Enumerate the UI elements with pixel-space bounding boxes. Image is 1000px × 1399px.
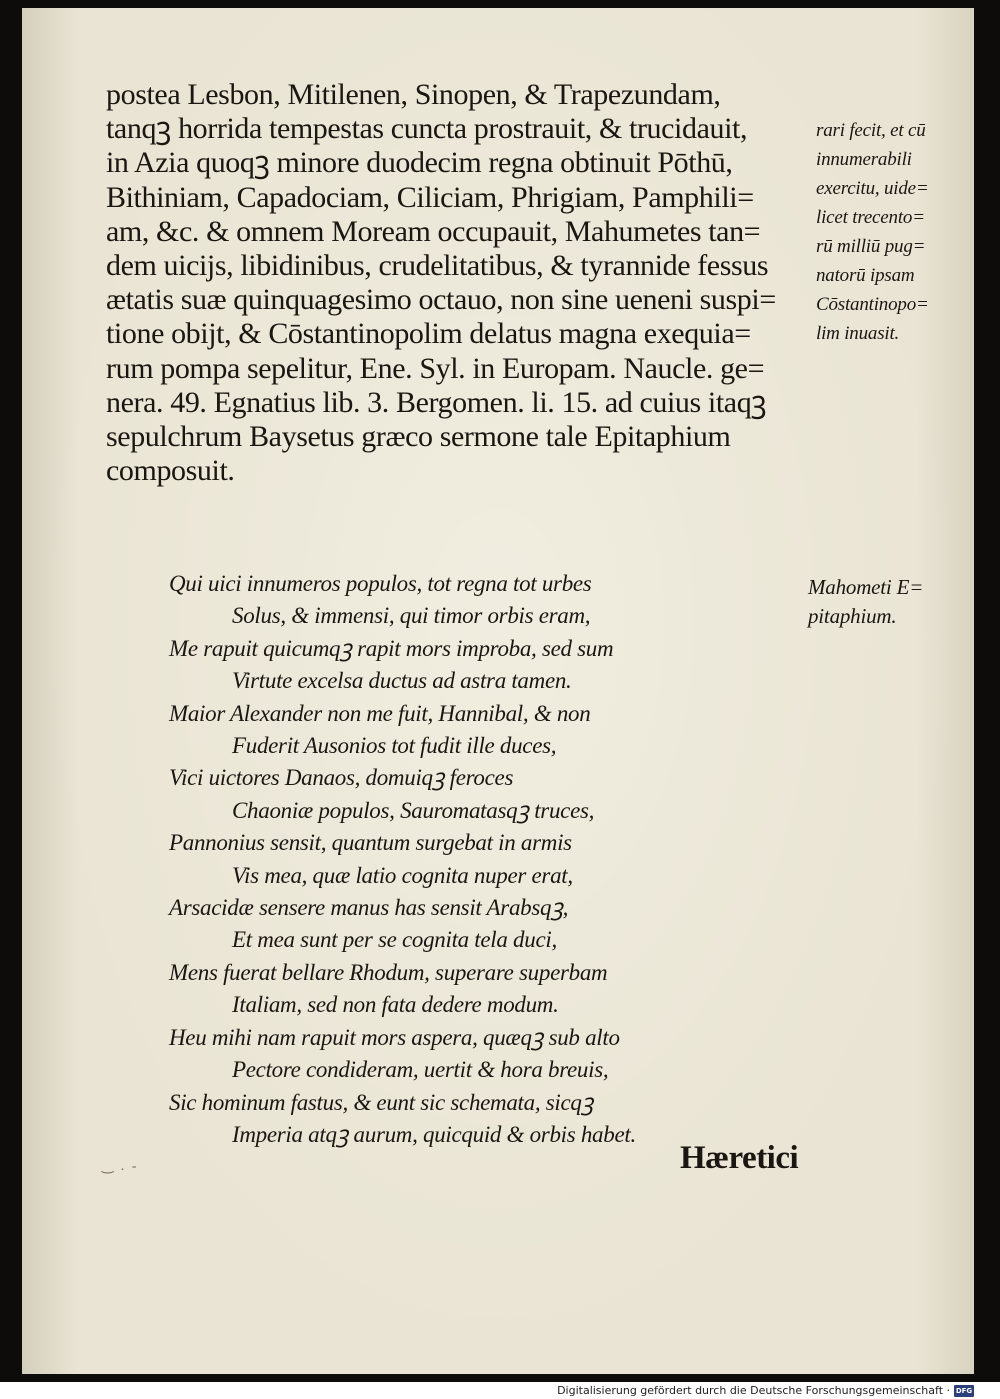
main-text-line: postea Lesbon, Mitilenen, Sinopen, & Trapezundam, <box>106 78 721 111</box>
main-text-line: sepulchrum Baysetus græco sermone tale Epitaphium <box>106 420 731 454</box>
main-text-line: rum pompa sepelitur, Ene. Syl. in Europam. Naucle. ge= <box>106 351 765 385</box>
marginal-note-line: natorū ipsam <box>816 265 915 286</box>
epitaph-label-line: Mahometi E= <box>808 575 924 599</box>
poem-verse: Pectore condideram, uertit & hora breuis, <box>232 1057 609 1083</box>
poem-verse: Heu mihi nam rapuit mors aspera, quæqꝫ sub alto <box>169 1024 620 1050</box>
poem-verse: Italiam, sed non fata dedere modum. <box>232 992 559 1018</box>
poem-verse: Virtute excelsa ductus ad astra tamen. <box>232 668 572 694</box>
poem-verse: Solus, & immensi, qui timor orbis eram, <box>232 603 591 629</box>
poem-verse: Pannonius sensit, quantum surgebat in armis <box>169 830 572 856</box>
poem-verse: Fuderit Ausonios tot fudit ille duces, <box>232 733 557 759</box>
poem-verse: Chaoniæ populos, Sauromatasqꝫ truces, <box>232 797 595 823</box>
main-text-line: Bithiniam, Capadociam, Ciliciam, Phrigiam, Pamphili= <box>106 180 754 214</box>
main-text-line: tanqꝫ horrida tempestas cuncta prostrauit, & trucidauit, <box>106 112 748 146</box>
dfg-logo-icon: DFG <box>955 1386 973 1395</box>
marginal-note-line: rū milliū pug= <box>816 236 926 257</box>
marginal-note-line: innumerabili <box>816 149 912 170</box>
marginal-note-line: lim inuasit. <box>816 323 900 344</box>
marginal-note-line: licet trecento= <box>816 207 925 228</box>
main-text-block <box>106 78 826 488</box>
poem-verse: Maior Alexander non me fuit, Hannibal, & non <box>169 700 591 726</box>
poem-verse: Sic hominum fastus, & eunt sic schemata, sicqꝫ <box>169 1089 594 1115</box>
marginal-note-line: rari fecit, et cū <box>816 120 926 141</box>
digitization-credit <box>557 1382 974 1399</box>
poem-verse: Imperia atqꝫ aurum, quicquid & orbis habet. <box>232 1121 636 1147</box>
poem-verse: Mens fuerat bellare Rhodum, superare superbam <box>169 959 608 985</box>
main-text-line: dem uicijs, libidinibus, crudelitatibus, & tyrannide fessus <box>106 249 769 283</box>
main-text-line: ætatis suæ quinquagesimo octauo, non sine ueneni suspi= <box>106 283 776 317</box>
catchword: Hæretici <box>680 1140 799 1176</box>
epitaph-marginal-label <box>808 573 968 631</box>
poem-verse: Vici uictores Danaos, domuiqꝫ feroces <box>169 765 514 791</box>
main-text-line: composuit. <box>106 454 235 488</box>
poem-verse: Me rapuit quicumqꝫ rapit mors improba, sed sum <box>169 635 614 661</box>
main-text-line: in Azia quoqꝫ minore duodecim regna obtinuit Pōthū, <box>106 146 733 180</box>
epitaph-poem <box>169 568 789 1151</box>
ink-smudge-mark: ‿ . - <box>102 1159 139 1174</box>
main-text-line: tione obijt, & Cōstantinopolim delatus magna exequia= <box>106 317 751 351</box>
poem-verse: Vis mea, quæ latio cognita nuper erat, <box>232 862 573 888</box>
book-page <box>22 8 974 1374</box>
poem-verse: Qui uici innumeros populos, tot regna tot urbes <box>169 571 592 596</box>
poem-verse: Et mea sunt per se cognita tela duci, <box>232 927 557 953</box>
epitaph-label-line: pitaphium. <box>808 604 897 628</box>
marginal-note-line: Cōstantinopo= <box>816 294 929 315</box>
main-text-line: am, &c. & omnem Moream occupauit, Mahumetes tan= <box>106 214 761 248</box>
marginal-note <box>816 116 976 348</box>
main-text-line: nera. 49. Egnatius lib. 3. Bergomen. li. 15. ad cuius itaqꝫ <box>106 385 767 419</box>
credit-text: Digitalisierung gefördert durch die Deutsche Forschungsgemeinschaft · <box>557 1384 950 1397</box>
poem-verse: Arsacidæ sensere manus has sensit Arabsqꝫ, <box>169 895 569 921</box>
marginal-note-line: exercitu, uide= <box>816 178 929 199</box>
